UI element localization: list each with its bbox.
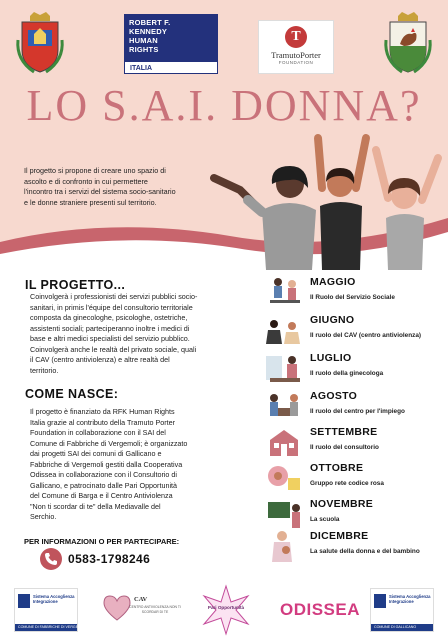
- come-nasce-line: Fabbriche di Vergemoli gestiti dalla Cooperativa: [30, 459, 183, 469]
- tramuto-name: TramutoPorter: [271, 50, 321, 60]
- come-nasce-line: Gallicano, e patrocinato dalle Pari Opportunità: [30, 480, 178, 490]
- month-topic: Gruppo rete codice rosa: [310, 480, 384, 487]
- antiviolence-illustration-icon: [264, 314, 304, 348]
- come-nasce-line: Odissea in collaborazione con il Consultorio di: [30, 470, 178, 479]
- mother-child-illustration-icon: [264, 530, 304, 564]
- calendar-item-dicembre: [264, 530, 444, 570]
- come-nasce-line: Comune di Fabbriche di Vergemoli; è organizzato: [30, 438, 188, 448]
- comune-crest-logo-left: [14, 10, 66, 76]
- month-name: NOVEMBRE: [310, 498, 374, 510]
- job-center-illustration-icon: [264, 390, 304, 424]
- calendar-item-settembre: [264, 426, 444, 466]
- intro-line: ascolto e di confronto in cui permettere: [24, 176, 148, 186]
- progetto-line: composta da ginecologhe, psicologhe, ostetriche,: [30, 313, 188, 322]
- come-nasce-line: "Non ti scordar di te" della Mediavalle del: [30, 501, 161, 511]
- sai-comune: COMUNE DI GALLICANO: [371, 624, 433, 631]
- gynecologist-illustration-icon: [264, 352, 304, 386]
- rfk-line-3: HUMAN: [129, 36, 158, 45]
- logo-row: [0, 8, 448, 80]
- calendar-item-giugno: [264, 314, 444, 354]
- sai-mark-icon: [18, 594, 30, 608]
- progetto-body: [30, 292, 254, 376]
- tramuto-mark-icon: [285, 26, 307, 48]
- progetto-line: territorio.: [30, 365, 59, 375]
- month-topic: Il Ruolo del Servizio Sociale: [310, 294, 395, 301]
- month-topic: Il ruolo del CAV (centro antiviolenza): [310, 332, 422, 339]
- odissea-logo: [280, 590, 361, 630]
- star-burst-icon: [200, 584, 252, 636]
- progetto-line: Coinvolgerà anche le realtà del privato sociale, quali: [30, 344, 197, 354]
- intro-line: l'incontro tra i servizi del sistema socio-sanitario: [24, 187, 176, 197]
- calendar-item-luglio: [264, 352, 444, 392]
- pari-opportunita-logo: [200, 584, 252, 636]
- main-title: LO S.A.I. DONNA?: [26, 81, 422, 130]
- month-name: OTTOBRE: [310, 462, 364, 474]
- school-illustration-icon: [264, 498, 304, 532]
- tramuto-sub: FOUNDATION: [278, 60, 314, 65]
- month-topic: La salute della donna e del bambino: [310, 548, 420, 555]
- sai-text: Sistema Accoglienza Integrazione: [389, 594, 431, 604]
- cav-name: CAV: [134, 596, 148, 603]
- cav-sub: CENTRO ANTIVIOLENZA NON TI SCORDAR DI TE: [129, 605, 181, 614]
- footer-logos: [0, 580, 448, 644]
- rfk-human-rights-logo: [124, 14, 218, 74]
- intro-line: Il progetto si propone di creare uno spazio di: [24, 166, 166, 175]
- cav-logo: [100, 588, 188, 632]
- come-nasce-line: Serchio.: [30, 512, 57, 521]
- clinic-building-illustration-icon: [264, 426, 304, 460]
- come-nasce-line: Il progetto è finanziato da RFK Human Rights: [30, 407, 175, 416]
- contact-label: PER INFORMAZIONI O PER PARTECIPARE:: [24, 537, 180, 546]
- progetto-line: sanitari, in primis l'équipe del consultorio territoriale: [30, 302, 193, 312]
- come-nasce-title: COME NASCE:: [25, 387, 119, 401]
- month-name: GIUGNO: [310, 314, 355, 326]
- come-nasce-line: Italia grazie al contributo della Tramuto Porter: [30, 417, 176, 427]
- progetto-line: Coinvolgerà i professionisti dei servizi pubblici socio-: [30, 292, 198, 301]
- calendar-item-agosto: [264, 390, 444, 430]
- rfk-line-1: ROBERT F.: [129, 18, 171, 27]
- rfk-country: ITALIA: [124, 61, 218, 74]
- month-topic: La scuola: [310, 516, 340, 523]
- intro-line: e le donne straniere presenti sul territorio.: [24, 197, 157, 207]
- sai-text: Sistema Accoglienza Integrazione: [33, 594, 75, 604]
- month-name: AGOSTO: [310, 390, 358, 402]
- comune-crest-logo-right: [382, 10, 434, 76]
- rfk-line-4: RIGHTS: [129, 45, 159, 54]
- women-cheering-illustration: [200, 128, 448, 270]
- month-topic: Il ruolo del consultorio: [310, 444, 379, 451]
- month-topic: Il ruolo del centro per l'impiego: [310, 408, 405, 415]
- month-name: DICEMBRE: [310, 530, 369, 542]
- come-nasce-line: dai progetti SAI dei comuni di Gallicano e: [30, 449, 162, 458]
- sai-mark-icon: [374, 594, 386, 608]
- network-group-illustration-icon: [264, 462, 304, 496]
- sai-comune: COMUNE DI FABBRICHE DI VERGEMOLI: [15, 624, 77, 631]
- sai-logo-left: [14, 588, 87, 632]
- come-nasce-line: del Comune di Barga e il Centro Antiviolenza: [30, 491, 173, 500]
- month-name: SETTEMBRE: [310, 426, 378, 438]
- progetto-line: base e altri medici specialisti del servizio pubblico.: [30, 334, 190, 343]
- month-name: MAGGIO: [310, 276, 356, 288]
- rfk-line-2: KENNEDY: [129, 27, 168, 36]
- progetto-line: assistenti sociali; parteciperanno inoltre i medici di: [30, 323, 190, 333]
- social-service-illustration-icon: [264, 276, 304, 310]
- calendar-item-ottobre: [264, 462, 444, 502]
- calendar-item-maggio: [264, 276, 444, 316]
- come-nasce-line: Foundation in collaborazione con il SAI del: [30, 428, 166, 437]
- month-name: LUGLIO: [310, 352, 352, 364]
- tramuto-porter-logo: [258, 20, 334, 74]
- pari-text: Pari Opportunità: [207, 605, 245, 610]
- phone-number[interactable]: 0583-1798246: [68, 552, 151, 566]
- come-nasce-body: [30, 407, 246, 523]
- progetto-line: il CAV (centro antiviolenza) e altre realtà del: [30, 355, 170, 364]
- phone-icon: [40, 548, 62, 570]
- progetto-title: IL PROGETTO...: [25, 278, 126, 292]
- sai-logo-right: [370, 588, 434, 632]
- month-topic: Il ruolo della ginecologa: [310, 370, 384, 377]
- odissea-name: ODISSEA: [280, 600, 361, 619]
